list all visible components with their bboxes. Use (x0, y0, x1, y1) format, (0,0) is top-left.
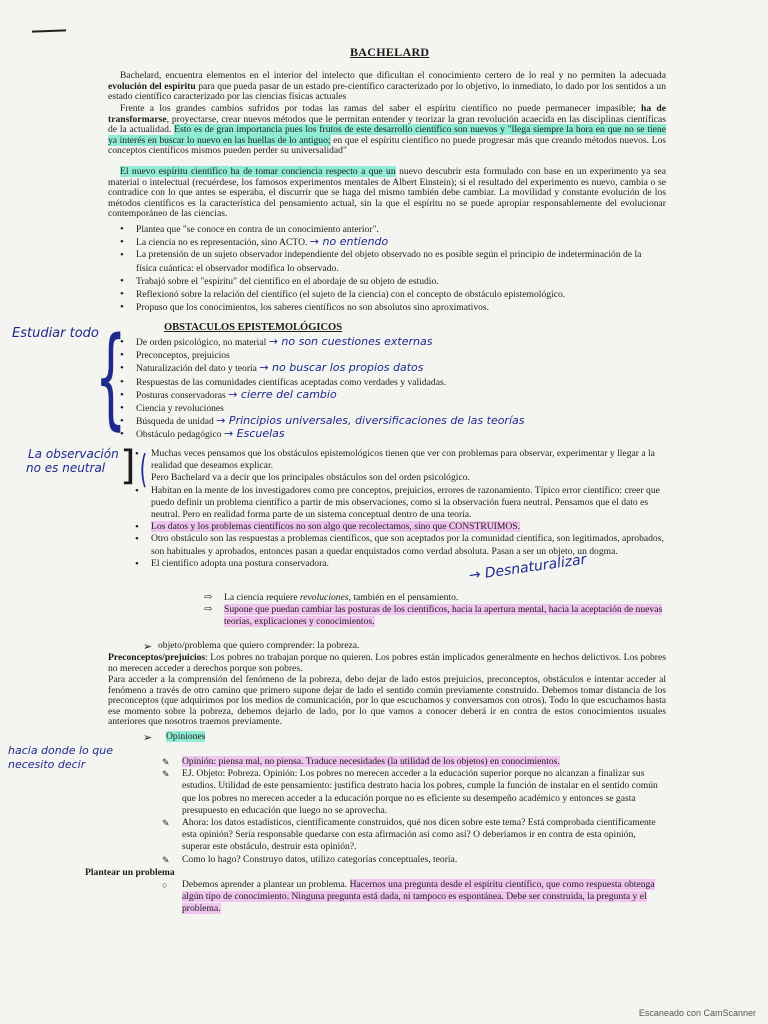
obstacle-item: • Obstáculo pedagógico → Escuelas (116, 428, 656, 441)
obstacle-item: • Naturalización del dato y teoría → no buscar los propios datos (116, 362, 656, 375)
margin-note-study-all: Estudiar todo (12, 326, 99, 341)
obstacle-item: • Posturas conservadoras → cierre del cambio (116, 389, 656, 402)
pen-mark (32, 29, 66, 32)
margin-note-denaturalize: → Desnaturalizar (467, 551, 588, 584)
page-title: BACHELARD (350, 45, 430, 59)
obstacle-item: • Ciencia y revoluciones (116, 402, 656, 415)
pobreza-paragraph: Para acceder a la comprensión del fenómeno de la pobreza, debo dejar de lado estos prejuicios, preconceptos, obstáculos e intentar acceder al fenómeno a través de otro camino que primero supone dejar de lado el sentido común previamente construido. Debemos tomar distancia de los preconceptos (que adquirimos por los medios de comunicación, por lo que escuchamos y conversamos con otros). Todo lo que escuchamos hasta ese momento sobre la pobreza, debemos dejarlo de lado, por lo que vamos a conocer deberá ir en contra de estos conocimientos usuales anteriores que nosotros traemos previamente. (108, 674, 666, 728)
objeto-line: objeto/problema que quiero comprender: la pobreza. (158, 640, 360, 651)
obstacles-heading: OBSTACULOS EPISTEMOLÓGICOS (164, 322, 343, 333)
obstacle-item: • Preconceptos, prejuicios (116, 349, 656, 362)
observation-item: • Los datos y los problemas científicos no son algo que recolectamos, sino que CONSTRUIMOS. (131, 521, 666, 533)
preconceptos-paragraph: Preconceptos/prejuicios: Los pobres no trabajan porque no quieren. Los pobres están implicados generalmente en hechos delictivos. Los pobres no merecen acceder a derechos porque son pobres. (108, 652, 666, 674)
handwritten-note: → no son cuestiones externas (268, 335, 433, 348)
bullet-item: • Reflexionó sobre la relación del científico (el sujeto de la ciencia) con el concepto de obstáculo epistemológico. (116, 288, 656, 301)
handwritten-note: → cierre del cambio (228, 387, 337, 401)
intro-paragraph-3: El nuevo espíritu científico ha de tomar conciencia respecto a que un nuevo descubrir esta formulado con base en un experimento ya sea material o intelectual (recuérdese, los famosos experimentos mentales de Albert Einstein); si el resultado del experimento es nuevo, cambia o se contradice con lo que antes se esperaba, el discurrir que se haga del mismo también debe cambiar. La movilidad y constante evolución de los métodos científicos es la característica del pensamiento actual, sin la que el espíritu no se puede apropiar responsablemente del evolucionar contemporáneo de las ciencias. (108, 166, 666, 220)
bullet-item: • Plantea que "se conoce en contra de un conocimiento anterior". (116, 223, 656, 236)
scanner-watermark: Escaneado con CamScanner (638, 1008, 756, 1018)
opinion-item: ✎ Como lo hago? Construyo datos, utilizo categorías conceptuales, teoría. (162, 854, 666, 866)
plantear-item: ○ Debemos aprender a plantear un problema. Hacernos una pregunta desde el espíritu científico, que como respuesta obtenga algún tipo de conocimiento. Ninguna pregunta está dada, ni tampoco es espontánea. Debe ser construida, la pregunta y el problema. (162, 879, 666, 916)
margin-note-where-2: necesito decir (8, 758, 86, 771)
revolutions-list (204, 592, 666, 629)
handwritten-note: → Escuelas (223, 427, 285, 441)
bullet-item: • Trabajó sobre el "espíritu" del científico en el abordaje de su objeto de estudio. (116, 275, 656, 288)
curly-brace-icon: { (95, 313, 127, 441)
bracket-icon: ] (120, 443, 136, 489)
observation-item: • Habitan en la mente de los investigadores como pre conceptos, prejuicios, errores de razonamiento. Típico error científico: creer que puedo definir un problema científico a partir de mis observaciones, como si la observación fuera neutral. Pensamos que el dato es neutral. Pero en realidad forma parte de un sistema conceptual dentro de una teoría. (131, 485, 666, 522)
observation-item: • El científico adopta una postura conservadora. (131, 558, 666, 570)
bachelard-points-list (116, 223, 656, 314)
obstacle-item: • Búsqueda de unidad → Principios universales, diversificaciones de las teorías (116, 415, 656, 428)
opinions-label: Opiniones (166, 731, 206, 742)
observation-list (131, 448, 666, 570)
obstacle-item: • De orden psicológico, no material → no son cuestiones externas (116, 336, 656, 349)
bullet-item: • La ciencia no es representación, sino ACTO. → no entiendo (116, 236, 656, 249)
opinion-item: ✎ Opinión: piensa mal, no piensa. Traduce necesidades (la utilidad de los objetos) en conocimientos. (162, 756, 666, 768)
opinion-item: ✎ EJ. Objeto: Pobreza. Opinión: Los pobres no merecen acceder a la educación superior porque no alcanzan a finalizar sus estudios. Utilidad de este pensamiento: justifica destrato hacia los pobres, cumple la función de instalar en el sentido común que los pobres no merecen acceder a la educación porque no es eficiente su desempeño académico y entonces se gasta presupuesto en educación que luego no se aprovecha. (162, 768, 666, 817)
arrowhead-icon: ➢ (143, 731, 153, 744)
margin-note-observation-1: La observación (28, 447, 119, 461)
intro-paragraph-2: Frente a los grandes cambios sufridos por todas las ramas del saber el espíritu científico no puede permanecer impasible; ha de transformarse, proyectarse, crear nuevos métodos que le permitan entender y teorizar la gran revolución acaecida en las disciplinas científicas de la actualidad. Esto es de gran importancia pues los frutos de este desarrollo científico son nuevos y "llega siempre la hora en que no se tiene ya interés en buscar lo nuevo en las huellas de lo antiguo; en que el espíritu científico no puede progresar más que creando métodos nuevos. Los conceptos científicos mismos pueden perder su universalidad" (108, 103, 667, 157)
plantear-list (162, 879, 666, 916)
observation-item: • Otro obstáculo son las respuestas a problemas científicos, que son aceptados por la comunidad científica, son legitimados, aprobados, son habituales y aprobados, entonces pasan a quedar enquistados como verdad absoluta. Pasan a ser un objeto, un dogma. (131, 533, 666, 557)
bullet-item: • Propuso que los conocimientos, los saberes científicos no son absolutos sino aproximativos. (116, 301, 656, 314)
bullet-item: • La pretensión de un sujeto observador independiente del objeto observado no es posible según el principio de indeterminación de la física cuántica: el observador modifica lo observado. (116, 249, 656, 274)
margin-note-observation-2: no es neutral (26, 461, 106, 475)
hand-brace-icon: ( (139, 447, 148, 491)
obstacle-item: • Respuestas de las comunidades científicas aceptadas como verdades y validadas. (116, 376, 656, 389)
revolutions-item: ⇨ La ciencia requiere revoluciones, también en el pensamiento. (204, 592, 666, 604)
plantear-label: Plantear un problema (85, 867, 175, 878)
handwritten-note: → Principios universales, diversificaciones de las teorías (216, 414, 525, 428)
observation-item: • Muchas veces pensamos que los obstáculos epistemológicos tienen que ver con problemas para observar, experimentar y llegar a la realidad que deseamos explicar. Pero Bachelard va a decir que los principales obstáculos son del orden psicológico. (131, 448, 666, 485)
handwritten-note: → no entiendo (309, 235, 389, 249)
intro-paragraph-1: Bachelard, encuentra elementos en el interior del intelecto que dificultan el conocimiento certero de lo real y no permiten la adecuada evolución del espíritu para que pueda pasar de un estado pre-científico caracterizado por lo objetivo, lo inmediato, lo dado por los sentidos a un estado científico caracterizado por las ciencias físicas actuales (108, 70, 666, 103)
handwritten-note: → no buscar los propios datos (259, 361, 424, 375)
revolutions-item: ⇨ Supone que puedan cambiar las posturas de los científicos, hacia la apertura mental, hacia la aceptación de nuevas teorías, explicaciones y conocimientos. (204, 604, 666, 628)
opinions-list (162, 756, 666, 866)
obstacles-list (116, 336, 656, 442)
arrowhead-icon: ➢ (143, 640, 153, 653)
margin-note-where-1: hacia donde lo que (8, 744, 113, 757)
opinion-item: ✎ Ahora: los datos estadísticos, científicamente construidos, qué nos dicen sobre este tema? Está comprobada científicamente esta opinión? Sería responsable quedarse con esta afirmación así como así? O deberíamos ir en contra de esta opinión, superar este obstáculo, destruir esta opinión?. (162, 817, 666, 854)
